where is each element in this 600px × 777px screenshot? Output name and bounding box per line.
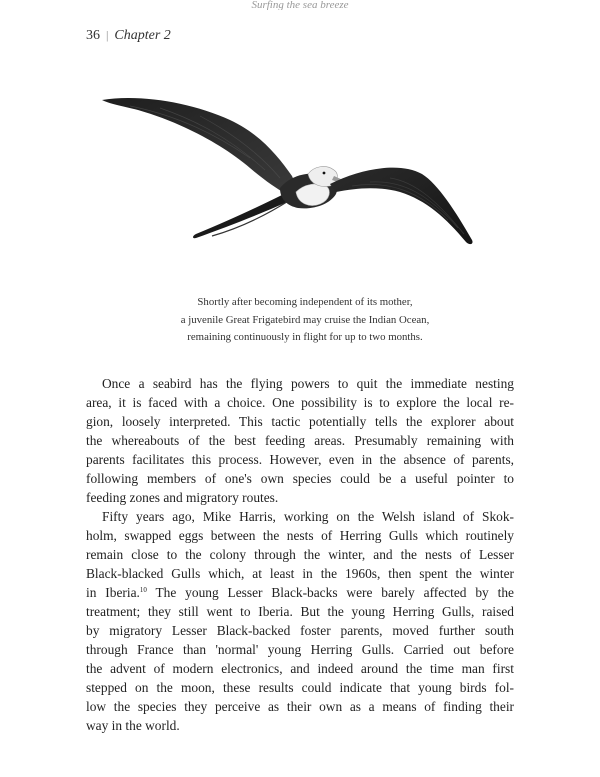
text-line: remain close to the colony through the winter, and the nests of Lesser [86,547,514,562]
body-text [86,374,514,735]
chapter-title: Chapter 2 [114,28,171,43]
text-line: treatment; they still went to Iberia. But the young Herring Gulls, raised [86,604,514,619]
text-line: stepped on the moon, these results could indicate that young birds fol- [86,680,514,695]
folio-separator: | [106,28,109,42]
figure-caption [120,294,490,347]
text-line: low the species they perceive as their own as a means of finding their [86,699,514,714]
text-line: way in the world. [86,718,180,733]
text-line: through France than 'normal' young Herring Gulls. Carried out before [86,642,514,657]
paragraph-2 [86,507,514,735]
figure [100,88,480,248]
text-line: Fifty years ago, Mike Harris, working on the Welsh island of Skok- [102,509,514,524]
text-fragment: in Iberia. [86,585,140,600]
text-line: the whereabouts of the best feeding areas. Presumably remaining with [86,433,514,448]
text-line: Black-blacked Gulls which, at least in the 1960s, then spent the winter [86,566,514,581]
text-line-with-footnote [86,583,514,602]
right-wing [330,168,473,245]
left-wing [102,98,294,194]
text-line: by migratory Lesser Black-backed foster parents, moved further south [86,623,514,638]
running-head: Surfing the sea breeze [251,0,349,10]
caption-line: Shortly after becoming independent of its mother, [197,296,413,308]
text-line: area, it is faced with a choice. One possibility is to explore the local re- [86,395,514,410]
text-line: parents facilitates this process. However, even in the absence of parents, [86,452,514,467]
paragraph-1 [86,374,514,507]
text-fragment: The young Lesser Black-backs were barely affected by the [146,585,514,600]
text-line: gion, loosely interpreted. This tactic potentially tells the explorer about [86,414,514,429]
frigatebird-illustration-icon [100,88,480,248]
text-line: following members of one's own species could be a useful pointer to [86,471,514,486]
caption-line: a juvenile Great Frigatebird may cruise the Indian Ocean, [180,313,430,326]
text-line: holm, swapped eggs between the nests of Herring Gulls which routinely [86,528,514,543]
page-number: 36 [86,28,100,43]
text-line: the advent of modern electronics, and indeed around the time man first [86,661,514,676]
footnote-reference: 10 [139,586,147,594]
text-line: feeding zones and migratory routes. [86,490,279,505]
caption-line: remaining continuously in flight for up to two months. [187,331,423,343]
folio [86,28,171,44]
text-line: Once a seabird has the flying powers to quit the immediate nesting [102,376,514,391]
tail [193,192,296,238]
